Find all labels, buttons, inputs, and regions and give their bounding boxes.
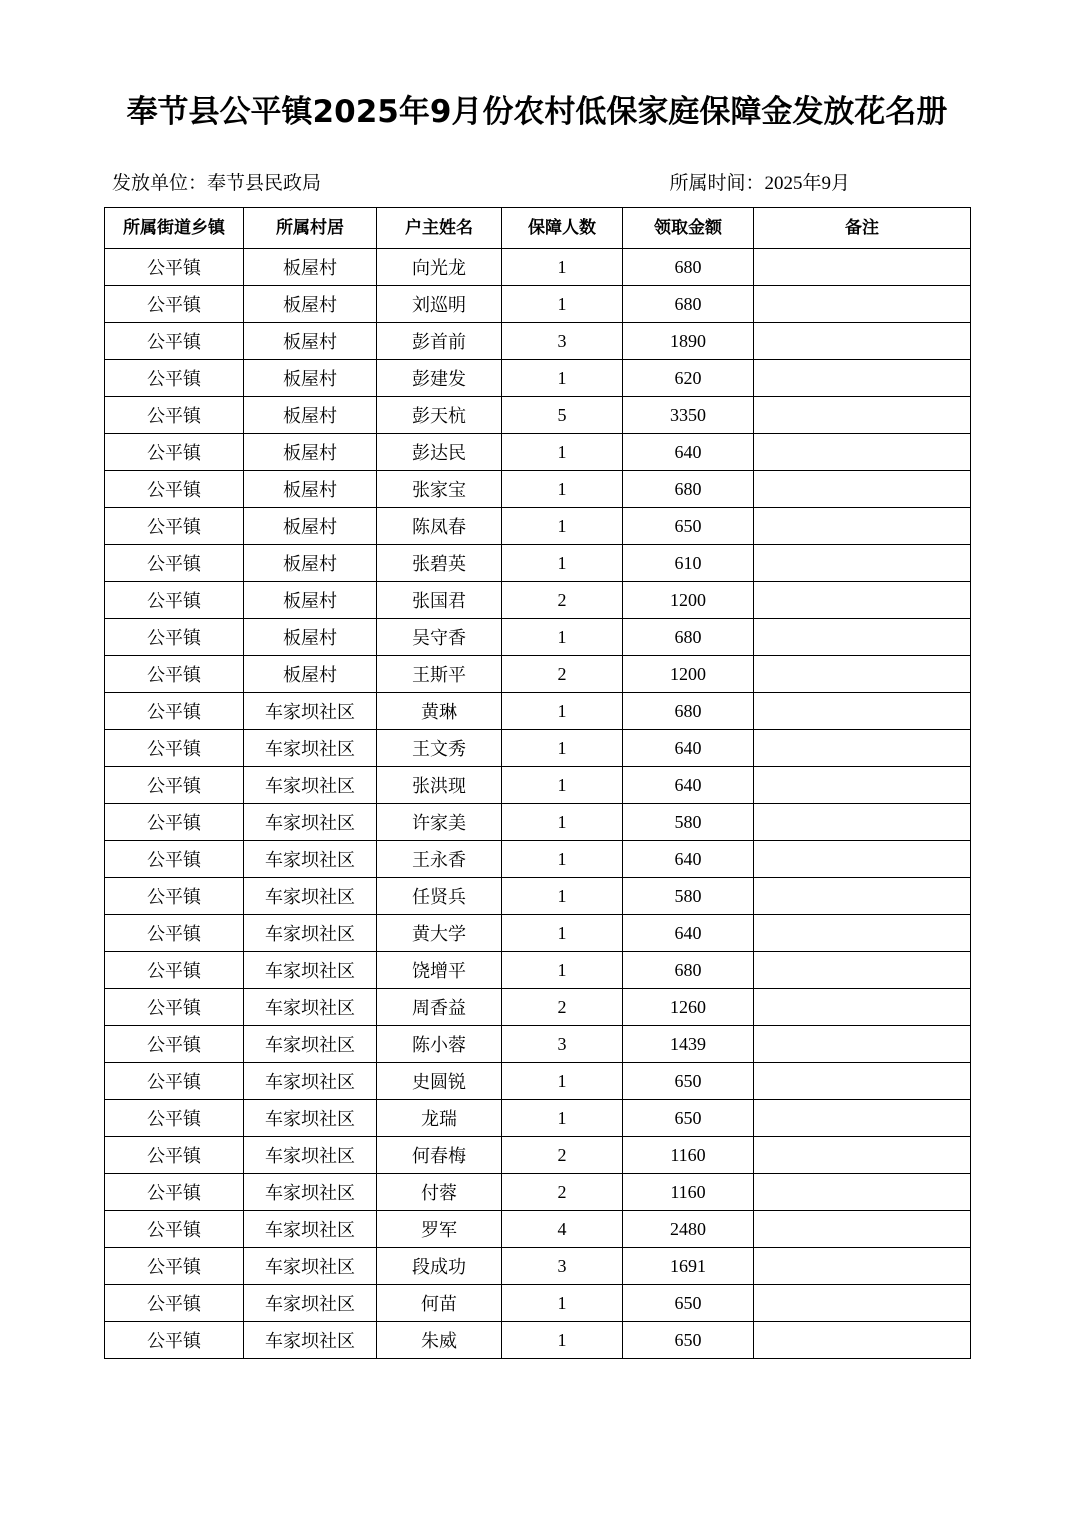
cell-remark	[754, 508, 971, 545]
cell-amount: 1200	[623, 582, 754, 619]
cell-name: 张国君	[377, 582, 502, 619]
cell-name: 彭首前	[377, 323, 502, 360]
issuer-field	[112, 168, 321, 195]
table-row	[105, 656, 971, 693]
cell-name: 周香益	[377, 989, 502, 1026]
cell-amount: 1260	[623, 989, 754, 1026]
cell-street: 公平镇	[105, 286, 244, 323]
cell-village: 板屋村	[244, 508, 377, 545]
cell-name: 黄大学	[377, 915, 502, 952]
cell-village: 车家坝社区	[244, 878, 377, 915]
cell-people: 1	[502, 286, 623, 323]
cell-village: 板屋村	[244, 471, 377, 508]
cell-name: 张碧英	[377, 545, 502, 582]
cell-village: 车家坝社区	[244, 1248, 377, 1285]
table-row	[105, 693, 971, 730]
cell-village: 板屋村	[244, 360, 377, 397]
column-header-name: 户主姓名	[377, 208, 502, 249]
cell-street: 公平镇	[105, 1026, 244, 1063]
cell-name: 史圆锐	[377, 1063, 502, 1100]
cell-village: 车家坝社区	[244, 1322, 377, 1359]
table-row	[105, 841, 971, 878]
cell-people: 4	[502, 1211, 623, 1248]
table-row	[105, 360, 971, 397]
cell-street: 公平镇	[105, 1322, 244, 1359]
cell-street: 公平镇	[105, 693, 244, 730]
table-row	[105, 508, 971, 545]
cell-village: 车家坝社区	[244, 730, 377, 767]
cell-name: 罗军	[377, 1211, 502, 1248]
cell-street: 公平镇	[105, 619, 244, 656]
cell-street: 公平镇	[105, 767, 244, 804]
cell-remark	[754, 360, 971, 397]
cell-amount: 3350	[623, 397, 754, 434]
cell-street: 公平镇	[105, 434, 244, 471]
cell-village: 车家坝社区	[244, 952, 377, 989]
column-header-amount: 领取金额	[623, 208, 754, 249]
cell-village: 板屋村	[244, 397, 377, 434]
cell-amount: 1200	[623, 656, 754, 693]
cell-people: 1	[502, 1100, 623, 1137]
cell-amount: 640	[623, 730, 754, 767]
cell-village: 车家坝社区	[244, 915, 377, 952]
cell-name: 陈凤春	[377, 508, 502, 545]
cell-street: 公平镇	[105, 1100, 244, 1137]
cell-street: 公平镇	[105, 952, 244, 989]
table-row	[105, 1137, 971, 1174]
cell-name: 王文秀	[377, 730, 502, 767]
cell-remark	[754, 1063, 971, 1100]
cell-village: 车家坝社区	[244, 804, 377, 841]
cell-name: 付蓉	[377, 1174, 502, 1211]
cell-name: 吴守香	[377, 619, 502, 656]
cell-street: 公平镇	[105, 360, 244, 397]
table-row	[105, 545, 971, 582]
cell-village: 车家坝社区	[244, 1174, 377, 1211]
cell-street: 公平镇	[105, 989, 244, 1026]
cell-remark	[754, 1026, 971, 1063]
cell-remark	[754, 952, 971, 989]
cell-amount: 650	[623, 1100, 754, 1137]
cell-amount: 680	[623, 619, 754, 656]
cell-name: 饶增平	[377, 952, 502, 989]
cell-amount: 680	[623, 693, 754, 730]
cell-people: 1	[502, 619, 623, 656]
cell-name: 张家宝	[377, 471, 502, 508]
cell-amount: 680	[623, 952, 754, 989]
cell-name: 龙瑞	[377, 1100, 502, 1137]
column-header-street: 所属街道乡镇	[105, 208, 244, 249]
column-header-village: 所属村居	[244, 208, 377, 249]
table-header-row	[105, 208, 971, 249]
cell-name: 何苗	[377, 1285, 502, 1322]
cell-remark	[754, 323, 971, 360]
issuer-value: 奉节县民政局	[207, 173, 322, 195]
cell-name: 王永香	[377, 841, 502, 878]
table-row	[105, 286, 971, 323]
cell-street: 公平镇	[105, 915, 244, 952]
cell-people: 3	[502, 1248, 623, 1285]
cell-street: 公平镇	[105, 1137, 244, 1174]
cell-name: 陈小蓉	[377, 1026, 502, 1063]
cell-remark	[754, 1322, 971, 1359]
cell-remark	[754, 767, 971, 804]
cell-name: 王斯平	[377, 656, 502, 693]
cell-remark	[754, 730, 971, 767]
cell-amount: 1160	[623, 1174, 754, 1211]
cell-people: 1	[502, 1322, 623, 1359]
cell-street: 公平镇	[105, 397, 244, 434]
cell-people: 1	[502, 1063, 623, 1100]
cell-village: 车家坝社区	[244, 1063, 377, 1100]
table-header	[105, 208, 971, 249]
cell-amount: 640	[623, 434, 754, 471]
cell-village: 车家坝社区	[244, 767, 377, 804]
cell-name: 彭达民	[377, 434, 502, 471]
cell-amount: 650	[623, 1322, 754, 1359]
period-value: 2025年9月	[764, 173, 850, 195]
cell-name: 彭天杭	[377, 397, 502, 434]
cell-street: 公平镇	[105, 656, 244, 693]
cell-name: 彭建发	[377, 360, 502, 397]
cell-remark	[754, 545, 971, 582]
cell-name: 任贤兵	[377, 878, 502, 915]
cell-remark	[754, 841, 971, 878]
cell-street: 公平镇	[105, 582, 244, 619]
cell-village: 车家坝社区	[244, 1026, 377, 1063]
cell-people: 5	[502, 397, 623, 434]
table-row	[105, 434, 971, 471]
table-row	[105, 1100, 971, 1137]
cell-name: 何春梅	[377, 1137, 502, 1174]
cell-remark	[754, 1174, 971, 1211]
cell-people: 3	[502, 323, 623, 360]
cell-remark	[754, 619, 971, 656]
table-row	[105, 952, 971, 989]
table-row	[105, 619, 971, 656]
table-row	[105, 397, 971, 434]
table-row	[105, 1026, 971, 1063]
cell-village: 板屋村	[244, 286, 377, 323]
cell-amount: 640	[623, 767, 754, 804]
cell-people: 1	[502, 545, 623, 582]
cell-people: 2	[502, 656, 623, 693]
table-row	[105, 1211, 971, 1248]
cell-people: 1	[502, 434, 623, 471]
cell-amount: 580	[623, 878, 754, 915]
table-row	[105, 1063, 971, 1100]
cell-street: 公平镇	[105, 841, 244, 878]
cell-amount: 1691	[623, 1248, 754, 1285]
cell-remark	[754, 1285, 971, 1322]
cell-amount: 640	[623, 841, 754, 878]
cell-village: 车家坝社区	[244, 1137, 377, 1174]
cell-amount: 1439	[623, 1026, 754, 1063]
table-row	[105, 1285, 971, 1322]
cell-people: 1	[502, 878, 623, 915]
cell-street: 公平镇	[105, 508, 244, 545]
cell-people: 1	[502, 804, 623, 841]
cell-village: 板屋村	[244, 619, 377, 656]
table-row	[105, 767, 971, 804]
cell-people: 2	[502, 1137, 623, 1174]
document-meta	[104, 168, 970, 195]
cell-remark	[754, 582, 971, 619]
cell-village: 车家坝社区	[244, 841, 377, 878]
period-field	[669, 168, 970, 195]
roster-table	[104, 207, 971, 1359]
cell-street: 公平镇	[105, 545, 244, 582]
cell-amount: 620	[623, 360, 754, 397]
cell-village: 板屋村	[244, 323, 377, 360]
cell-amount: 610	[623, 545, 754, 582]
cell-people: 1	[502, 952, 623, 989]
table-row	[105, 1174, 971, 1211]
cell-name: 许家美	[377, 804, 502, 841]
table-row	[105, 915, 971, 952]
cell-people: 2	[502, 582, 623, 619]
cell-people: 1	[502, 471, 623, 508]
cell-remark	[754, 434, 971, 471]
cell-street: 公平镇	[105, 878, 244, 915]
cell-street: 公平镇	[105, 1211, 244, 1248]
cell-people: 1	[502, 693, 623, 730]
cell-street: 公平镇	[105, 730, 244, 767]
cell-remark	[754, 1100, 971, 1137]
column-header-people: 保障人数	[502, 208, 623, 249]
cell-village: 车家坝社区	[244, 693, 377, 730]
table-row	[105, 471, 971, 508]
cell-remark	[754, 804, 971, 841]
table-row	[105, 249, 971, 286]
cell-name: 向光龙	[377, 249, 502, 286]
cell-name: 朱威	[377, 1322, 502, 1359]
table-row	[105, 878, 971, 915]
table-body	[105, 249, 971, 1359]
cell-amount: 1160	[623, 1137, 754, 1174]
table-row	[105, 804, 971, 841]
cell-people: 2	[502, 989, 623, 1026]
cell-remark	[754, 989, 971, 1026]
cell-village: 板屋村	[244, 545, 377, 582]
cell-remark	[754, 656, 971, 693]
cell-street: 公平镇	[105, 804, 244, 841]
cell-name: 张洪现	[377, 767, 502, 804]
page-title: 奉节县公平镇2025年9月份农村低保家庭保障金发放花名册	[126, 94, 948, 130]
cell-remark	[754, 286, 971, 323]
cell-people: 1	[502, 841, 623, 878]
cell-street: 公平镇	[105, 249, 244, 286]
cell-people: 1	[502, 915, 623, 952]
cell-village: 板屋村	[244, 656, 377, 693]
cell-amount: 680	[623, 249, 754, 286]
cell-people: 1	[502, 360, 623, 397]
cell-amount: 640	[623, 915, 754, 952]
cell-amount: 1890	[623, 323, 754, 360]
cell-people: 2	[502, 1174, 623, 1211]
cell-street: 公平镇	[105, 1248, 244, 1285]
cell-village: 车家坝社区	[244, 1211, 377, 1248]
cell-amount: 680	[623, 286, 754, 323]
table-row	[105, 1322, 971, 1359]
cell-street: 公平镇	[105, 471, 244, 508]
cell-people: 3	[502, 1026, 623, 1063]
period-label: 所属时间：	[669, 173, 765, 195]
cell-amount: 650	[623, 1063, 754, 1100]
cell-name: 黄琳	[377, 693, 502, 730]
cell-amount: 650	[623, 1285, 754, 1322]
table-row	[105, 1248, 971, 1285]
cell-amount: 2480	[623, 1211, 754, 1248]
cell-remark	[754, 1211, 971, 1248]
cell-village: 板屋村	[244, 249, 377, 286]
issuer-label: 发放单位：	[112, 173, 208, 195]
cell-street: 公平镇	[105, 1174, 244, 1211]
cell-remark	[754, 471, 971, 508]
cell-remark	[754, 693, 971, 730]
cell-remark	[754, 915, 971, 952]
table-row	[105, 582, 971, 619]
cell-name: 段成功	[377, 1248, 502, 1285]
cell-people: 1	[502, 730, 623, 767]
cell-people: 1	[502, 1285, 623, 1322]
table-row	[105, 323, 971, 360]
cell-remark	[754, 1248, 971, 1285]
cell-remark	[754, 249, 971, 286]
cell-amount: 580	[623, 804, 754, 841]
cell-village: 板屋村	[244, 434, 377, 471]
cell-street: 公平镇	[105, 323, 244, 360]
cell-village: 车家坝社区	[244, 989, 377, 1026]
cell-street: 公平镇	[105, 1285, 244, 1322]
table-row	[105, 730, 971, 767]
cell-street: 公平镇	[105, 1063, 244, 1100]
cell-amount: 650	[623, 508, 754, 545]
cell-name: 刘巡明	[377, 286, 502, 323]
cell-people: 1	[502, 767, 623, 804]
table-row	[105, 989, 971, 1026]
cell-people: 1	[502, 508, 623, 545]
cell-people: 1	[502, 249, 623, 286]
cell-village: 车家坝社区	[244, 1100, 377, 1137]
cell-remark	[754, 878, 971, 915]
cell-amount: 680	[623, 471, 754, 508]
cell-remark	[754, 397, 971, 434]
cell-village: 板屋村	[244, 582, 377, 619]
column-header-remark: 备注	[754, 208, 971, 249]
cell-remark	[754, 1137, 971, 1174]
cell-village: 车家坝社区	[244, 1285, 377, 1322]
